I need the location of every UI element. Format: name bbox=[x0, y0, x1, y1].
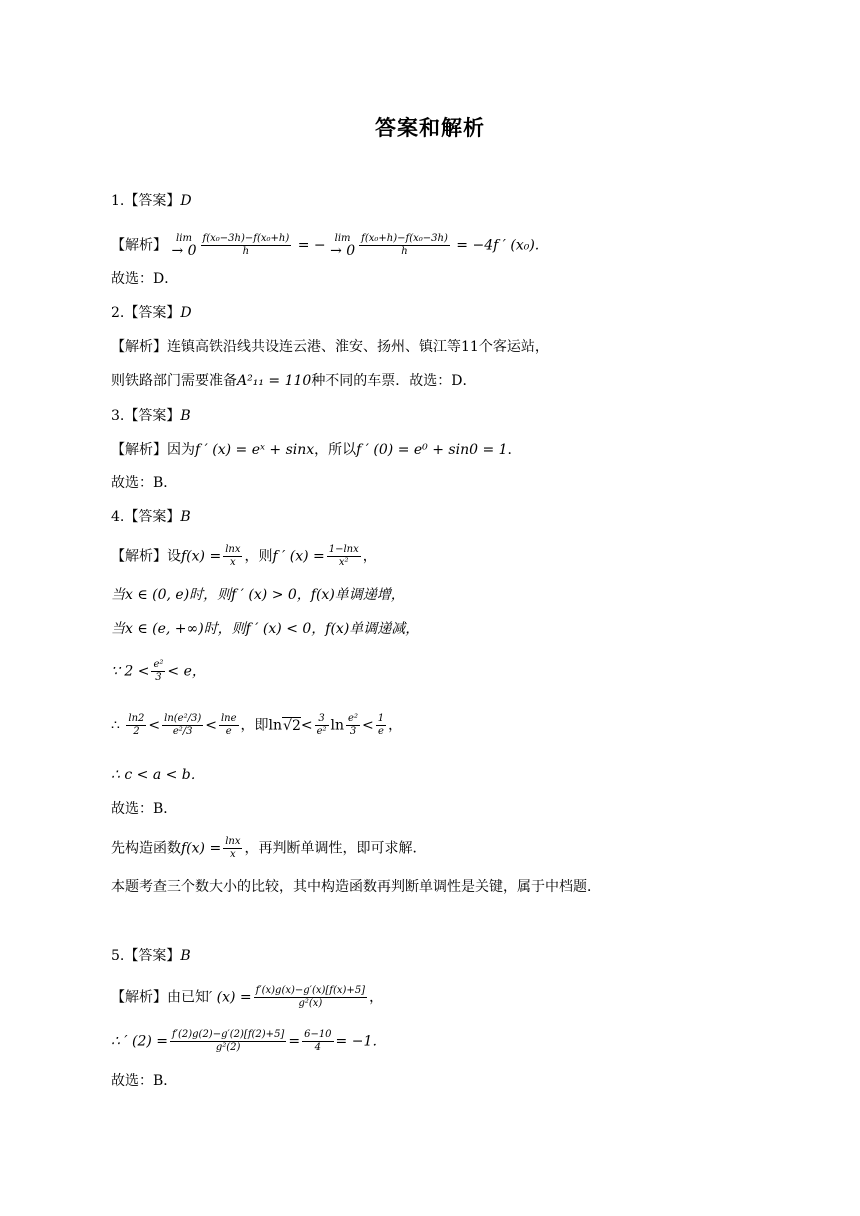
q4-l5-end: ， bbox=[388, 717, 403, 734]
q3-answer-line bbox=[111, 406, 191, 426]
q4-l5-frac-d: $\frac{3}{\text{e²}}$ bbox=[316, 713, 327, 737]
q5-answer-value: B bbox=[180, 948, 191, 964]
q4-l1-frac: $\frac{\ln x}{x}$ bbox=[225, 544, 241, 568]
q3-text-mid: ，所以 bbox=[314, 442, 357, 458]
q1-answer-value: D bbox=[180, 193, 192, 209]
q2-text-line-2 bbox=[111, 371, 477, 391]
q1-conclusion: 故选：D． bbox=[111, 271, 179, 287]
q4-explanation-line bbox=[111, 544, 377, 569]
q4-answer-value: B bbox=[180, 509, 191, 525]
q2-permutation: A²₁₁ = 110 bbox=[237, 373, 312, 389]
q1-limit-b: lim → 0 bbox=[330, 233, 356, 259]
q5-l2-frac: $\frac{f'(2)g(2)-g'(2)[f(2)+5]}{\text{g²(2)}}$ bbox=[172, 1029, 285, 1053]
q4-l5-frac-e: $\frac{\text{e²}}{3}$ bbox=[348, 713, 358, 737]
q4-line-5 bbox=[111, 713, 402, 738]
q4-l1-mid: ，则 bbox=[244, 548, 273, 565]
q4-explanation-label: 【解析】 bbox=[111, 548, 167, 565]
q5-explanation-label: 【解析】 bbox=[111, 989, 167, 1006]
q4-l5-ln: ln bbox=[330, 717, 345, 734]
q4-note1-f: f(x) = bbox=[181, 840, 222, 857]
q2-text-2-post: 种不同的车票．故选：D． bbox=[311, 373, 477, 389]
q4-note-1 bbox=[111, 836, 426, 861]
q2-answer-line bbox=[111, 303, 192, 323]
q2-answer-value: D bbox=[180, 305, 192, 321]
q4-l5-frac-a: $\frac{\ln 2}{2}$ bbox=[128, 713, 145, 737]
q1-fraction-2: $\frac{\text{f(x₀+h)−f(x₀−3h)}}{h}$ bbox=[361, 233, 448, 257]
q4-l4-frac: $\frac{\text{e²}}{3}$ bbox=[153, 659, 164, 683]
q5-explanation-line bbox=[111, 985, 383, 1010]
page-title: 答案和解析 bbox=[375, 116, 485, 140]
q5-l1-pre: 由已知 bbox=[167, 989, 209, 1006]
q3-conclusion: 故选：B． bbox=[111, 475, 178, 491]
q5-l1-frac: $\frac{f'(x)g(x)-g'(x)[f(x)+5]}{\text{g²(x)}}$ bbox=[255, 985, 366, 1009]
q4-l1-end: ， bbox=[362, 548, 377, 565]
q5-conclusion: 故选：B． bbox=[111, 1073, 178, 1089]
q4-l4-pre: ∵ 2 < bbox=[111, 663, 150, 680]
q5-l1-end: ， bbox=[369, 989, 384, 1006]
q4-l5-lt4: < bbox=[361, 717, 374, 734]
q4-line-2: 当x ∈ (0, e)时，则f ′ (x) > 0，f(x)单调递增， bbox=[111, 587, 405, 603]
q4-note1-post: ，再判断单调性，即可求解． bbox=[244, 840, 427, 857]
q2-explanation-label: 【解析】 bbox=[111, 339, 167, 355]
q3-explanation-line bbox=[111, 440, 522, 460]
q4-l1-frac2: $\frac{1-\ln x}{\text{x²}}$ bbox=[328, 544, 359, 568]
q3-derivative: f ′ (x) = eˣ + sinx bbox=[195, 442, 315, 458]
q3-answer-value: B bbox=[180, 408, 191, 424]
q1-explanation-label: 【解析】 bbox=[111, 237, 167, 254]
q4-conclusion: 故选：B． bbox=[111, 801, 178, 817]
q5-l2-pre: ∴ ′ (2) = bbox=[111, 1033, 168, 1050]
q4-l5-sqrt: √2 bbox=[283, 717, 301, 734]
q4-note1-pre: 先构造函数 bbox=[111, 840, 181, 857]
q4-answer-label: 4.【答案】 bbox=[111, 509, 181, 525]
q1-equals-minus: = − bbox=[297, 237, 326, 254]
q4-l5-lt3: < bbox=[300, 717, 313, 734]
q4-l5-frac-b: $\frac{\text{ln(e²/3)}}{\text{e²/3}}$ bbox=[164, 713, 202, 737]
q4-line-4 bbox=[111, 659, 206, 684]
q4-l1-f: f(x) = bbox=[181, 548, 222, 565]
q4-l4-post: < e， bbox=[167, 663, 206, 680]
q5-l1-f: ′ (x) = bbox=[209, 989, 252, 1006]
q3-text-post: ． bbox=[507, 442, 522, 458]
q5-l2-mid: = bbox=[288, 1033, 301, 1050]
q1-limit-a: lim → 0 bbox=[171, 233, 197, 259]
q1-answer-label: 1.【答案】 bbox=[111, 193, 181, 209]
q5-answer-label: 5.【答案】 bbox=[111, 948, 181, 964]
q1-answer-line bbox=[111, 191, 192, 211]
q1-explanation-line bbox=[111, 233, 539, 258]
q3-explanation-label: 【解析】 bbox=[111, 442, 167, 458]
q5-answer-line bbox=[111, 946, 191, 966]
q5-l2-frac2: $\frac{6-10}{4}$ bbox=[304, 1029, 332, 1053]
q4-l5-lt1: < bbox=[148, 717, 161, 734]
q4-line-6: ∴ c < a < b． bbox=[111, 767, 205, 783]
q4-answer-line bbox=[111, 507, 191, 527]
q2-explanation-line bbox=[111, 337, 549, 357]
q4-l5-pre: ∴ bbox=[111, 717, 120, 734]
q4-l5-frac-f: $\frac{1}{e}$ bbox=[377, 713, 385, 737]
q2-answer-label: 2.【答案】 bbox=[111, 305, 181, 321]
q3-text-pre: 因为 bbox=[167, 442, 195, 458]
q5-l2-end: = −1． bbox=[335, 1033, 387, 1050]
q2-text-2-pre: 则铁路部门需要准备 bbox=[111, 373, 237, 389]
q4-line-3: 当x ∈ (e, +∞)时，则f ′ (x) < 0，f(x)单调递减， bbox=[111, 621, 420, 637]
q4-l1-pre: 设 bbox=[167, 548, 181, 565]
q2-text-1: 连镇高铁沿线共设连云港、淮安、扬州、镇江等11个客运站， bbox=[167, 339, 549, 355]
q4-l5-frac-c: $\frac{\ln e}{e}$ bbox=[220, 713, 237, 737]
q3-value: f ′ (0) = e⁰ + sin0 = 1 bbox=[356, 442, 508, 458]
q1-result: = −4f ′ (x₀). bbox=[456, 237, 540, 254]
q1-fraction-1: $\frac{\text{f(x₀−3h)−f(x₀+h)}}{h}$ bbox=[202, 233, 290, 257]
q4-note-2: 本题考查三个数大小的比较，其中构造函数再判断单调性是关键，属于中档题． bbox=[111, 879, 601, 895]
q4-l5-lt2: < bbox=[205, 717, 217, 734]
q3-answer-label: 3.【答案】 bbox=[111, 408, 181, 424]
q5-line-2 bbox=[111, 1029, 386, 1054]
q4-note1-frac: $\frac{\ln x}{x}$ bbox=[225, 836, 241, 860]
q4-l1-fp: f ′ (x) = bbox=[272, 548, 325, 565]
q4-l5-mid: ，即ln bbox=[240, 717, 283, 734]
